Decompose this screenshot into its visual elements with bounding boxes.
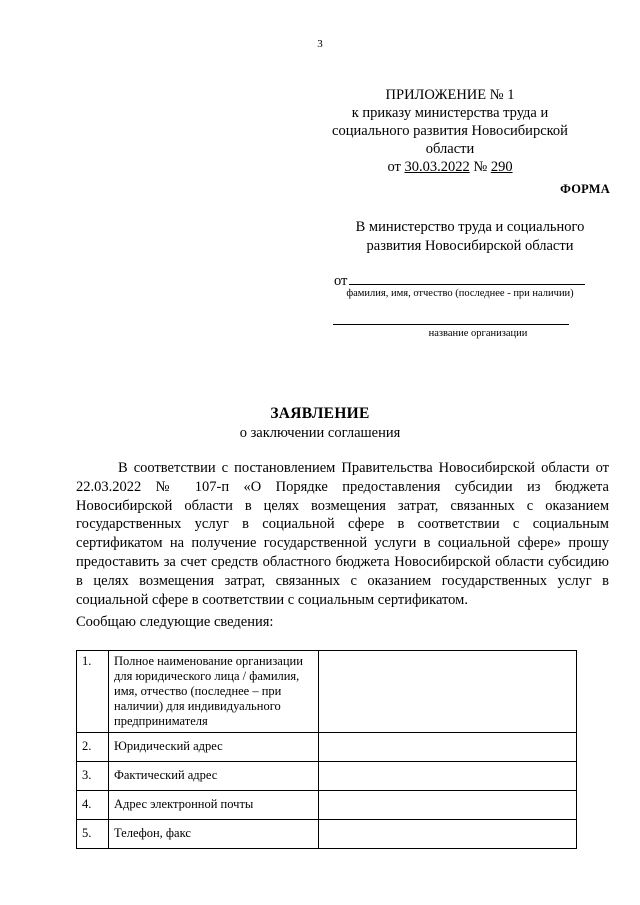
from-prefix: от	[334, 273, 348, 289]
row-number: 4.	[77, 791, 109, 820]
table-row	[77, 733, 577, 762]
table-row	[77, 791, 577, 820]
date-prefix: от	[387, 159, 405, 175]
from-field	[334, 270, 585, 290]
appendix-title: ПРИЛОЖЕНИЕ № 1	[385, 87, 515, 103]
row-value[interactable]	[319, 791, 577, 820]
row-label: Телефон, факс	[109, 820, 319, 849]
appendix-line: области	[425, 141, 475, 157]
lead-text: Сообщаю следующие сведения:	[76, 614, 274, 630]
table-row	[77, 762, 577, 791]
fio-caption: фамилия, имя, отчество (последнее - при наличии)	[346, 288, 574, 299]
org-caption: название организации	[428, 328, 528, 339]
table-row	[77, 820, 577, 849]
info-table	[76, 650, 577, 849]
page-number: 3	[317, 38, 323, 50]
row-number: 2.	[77, 733, 109, 762]
appendix-line: к приказу министерства труда и	[351, 105, 549, 121]
org-blank-line[interactable]	[333, 323, 569, 325]
addressee	[330, 218, 610, 256]
row-number: 1.	[77, 651, 109, 733]
addressee-line: В министерство труда и социального	[355, 219, 585, 235]
order-date: 30.03.2022	[404, 159, 470, 175]
number-prefix: №	[469, 159, 491, 175]
row-value[interactable]	[319, 651, 577, 733]
body-paragraph: В соответствии с постановлением Правительства Новосибирской области от 22.03.2022 № 107-п «О Порядке предоставления субсидии из бюджета Новосибирской области в целях возмещения затрат, связанных с оказанием государственных услуг в социальной сфере в соответствии с социальным сертификатом на получение государственной услуги в социальной сфере» прошу предоставить за счет средств областного бюджета Новосибирской области субсидию в целях возмещения затрат, связанных с оказанием государственных услуг в социальной сфере в соответствии с социальным сертификатом.	[76, 460, 609, 608]
document-title: ЗАЯВЛЕНИЕ	[270, 405, 370, 422]
row-label: Адрес электронной почты	[109, 791, 319, 820]
addressee-line: развития Новосибирской области	[366, 238, 574, 254]
row-value[interactable]	[319, 733, 577, 762]
row-value[interactable]	[319, 762, 577, 791]
row-label: Полное наименование организации для юридического лица / фамилия, имя, отчество (последнее – при наличии) для индивидуального предпринимателя	[109, 651, 319, 733]
form-label: ФОРМА	[560, 182, 610, 196]
row-number: 3.	[77, 762, 109, 791]
from-blank-line[interactable]	[349, 270, 585, 285]
row-value[interactable]	[319, 820, 577, 849]
appendix-header	[300, 86, 600, 176]
row-number: 5.	[77, 820, 109, 849]
order-number: 290	[490, 159, 513, 175]
document-subtitle: о заключении соглашения	[239, 425, 401, 441]
appendix-date-line	[300, 158, 600, 176]
table-row	[77, 651, 577, 733]
row-label: Фактический адрес	[109, 762, 319, 791]
row-label: Юридический адрес	[109, 733, 319, 762]
appendix-line: социального развития Новосибирской	[332, 123, 568, 139]
